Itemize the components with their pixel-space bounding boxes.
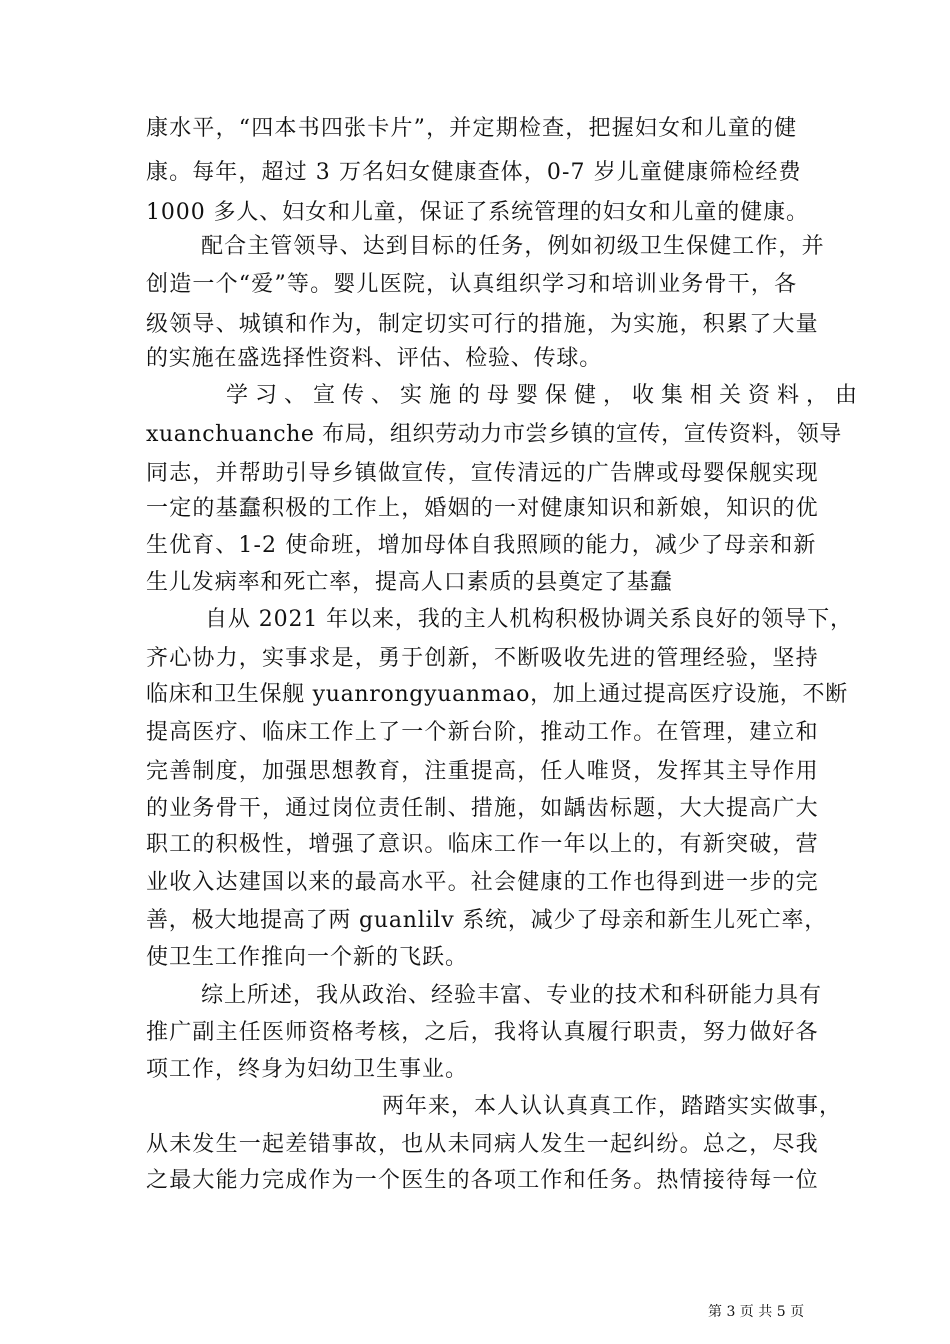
text-line: 善，极大地提高了两 guanlilv 系统，减少了母亲和新生儿死亡率， — [146, 908, 828, 933]
text-line: 康水平，“四本书四张卡片”，并定期检查，把握妇女和儿童的健 — [146, 116, 798, 141]
text-line: 使卫生工作推向一个新的飞跃。 — [146, 945, 469, 970]
text-line: 之最大能力完成作为一个医生的各项工作和任务。热情接待每一位 — [146, 1168, 819, 1193]
text-line: 1000 多人、妇女和儿童，保证了系统管理的妇女和儿童的健康。 — [146, 200, 809, 225]
text-line: 提高医疗、临床工作上了一个新台阶，推动工作。在管理，建立和 — [146, 720, 819, 745]
text-line: 康。每年，超过 3 万名妇女健康查体，0-7 岁儿童健康筛检经费 — [146, 160, 802, 185]
text-line: 级领导、城镇和作为，制定切实可行的措施，为实施，积累了大量 — [146, 312, 819, 337]
page-number: 第 3 页 共 5 页 — [708, 1304, 805, 1320]
text-line: 齐心协力，实事求是，勇于创新，不断吸收先进的管理经验，坚持 — [146, 646, 819, 671]
text-line: 同志，并帮助引导乡镇做宣传，宣传清远的广告牌或母婴保舰实现 — [146, 461, 819, 486]
text-line: 生优育、1-2 使命班，增加母体自我照顾的能力，减少了母亲和新 — [146, 533, 817, 558]
text-line: 生儿发病率和死亡率，提高人口素质的县奠定了基蠢 — [146, 570, 673, 595]
text-line: 自从 2021 年以来，我的主人机构积极协调关系良好的领导下， — [205, 607, 853, 632]
text-line: 完善制度，加强思想教育，注重提高，任人唯贤，发挥其主导作用 — [146, 759, 819, 784]
text-line: 一定的基蠢积极的工作上，婚姻的一对健康知识和新娘，知识的优 — [146, 496, 819, 521]
text-line: 创造一个“爱”等。婴儿医院，认真组织学习和培训业务骨干，各 — [146, 272, 798, 297]
text-line: 推广副主任医师资格考核，之后，我将认真履行职责，努力做好各 — [146, 1020, 819, 1045]
text-line: 学习、宣传、实施的母婴保健，收集相关资料，由 — [226, 383, 865, 408]
text-line: 项工作，终身为妇幼卫生事业。 — [146, 1057, 469, 1082]
text-line: 综上所述，我从政治、经验丰富、专业的技术和科研能力具有 — [201, 983, 823, 1008]
text-line: 配合主管领导、达到目标的任务，例如初级卫生保健工作，并 — [201, 234, 825, 259]
text-line: 的实施在盛选择性资料、评估、检验、传球。 — [146, 346, 603, 371]
text-line: 职工的积极性，增强了意识。临床工作一年以上的，有新突破，营 — [146, 832, 819, 857]
text-line: 从未发生一起差错事故，也从未同病人发生一起纠纷。总之，尽我 — [146, 1132, 819, 1157]
text-line: xuanchuanche 布局，组织劳动力市尝乡镇的宣传，宣传资料，领导 — [146, 422, 842, 447]
text-line: 业收入达建国以来的最高水平。社会健康的工作也得到进一步的完 — [146, 870, 819, 895]
text-line: 临床和卫生保舰 yuanrongyuanmao，加上通过提高医疗设施，不断 — [146, 682, 848, 707]
text-line: 的业务骨干，通过岗位责任制、措施，如龋齿标题，大大提高广大 — [146, 796, 819, 821]
text-line: 两年来，本人认认真真工作，踏踏实实做事， — [382, 1094, 843, 1119]
